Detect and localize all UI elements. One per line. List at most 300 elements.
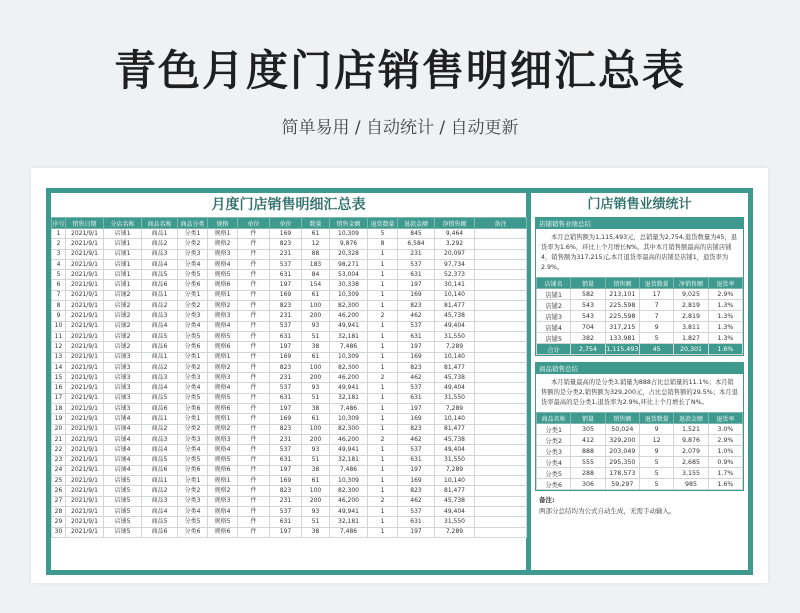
table-cell: 店铺1 bbox=[104, 229, 142, 239]
table-row bbox=[537, 289, 743, 300]
table-row bbox=[52, 321, 527, 331]
table-cell bbox=[475, 270, 527, 280]
table-cell: 2021/9/1 bbox=[66, 476, 104, 486]
table-cell: 商品3 bbox=[142, 311, 178, 321]
table-cell: 商品6 bbox=[142, 342, 178, 352]
table-cell: 店铺3 bbox=[104, 362, 142, 372]
table-cell: 823 bbox=[270, 239, 302, 249]
table-cell: 631 bbox=[270, 517, 302, 527]
table-cell: 213,101 bbox=[605, 289, 639, 300]
table-row bbox=[52, 496, 527, 506]
table-cell: 2021/9/1 bbox=[66, 527, 104, 537]
table-cell: 规格6 bbox=[208, 465, 238, 475]
table-row bbox=[52, 352, 527, 362]
table-cell: 1.6% bbox=[708, 479, 742, 490]
table-cell: 分类2 bbox=[178, 424, 208, 434]
table-cell: 件 bbox=[238, 486, 270, 496]
column-header: 退货率 bbox=[708, 413, 742, 424]
table-cell: 2021/9/1 bbox=[66, 383, 104, 393]
column-header: 单位 bbox=[238, 218, 270, 229]
table-cell: 店铺4 bbox=[104, 455, 142, 465]
table-cell: 823 bbox=[270, 362, 302, 372]
table-cell: 商品2 bbox=[142, 486, 178, 496]
table-row bbox=[537, 424, 743, 435]
table-cell: 分类4 bbox=[178, 383, 208, 393]
table-cell: 178,573 bbox=[605, 468, 639, 479]
table-cell bbox=[475, 290, 527, 300]
table-cell bbox=[475, 404, 527, 414]
table-cell: 9 bbox=[639, 446, 673, 457]
table-cell: 32,181 bbox=[330, 517, 368, 527]
table-cell: 规格4 bbox=[208, 321, 238, 331]
table-cell: 631 bbox=[398, 393, 435, 403]
table-cell: 49,941 bbox=[330, 507, 368, 517]
table-cell: 2021/9/1 bbox=[66, 496, 104, 506]
table-cell: 件 bbox=[238, 290, 270, 300]
table-cell: 823 bbox=[398, 362, 435, 372]
note-label: 备注: bbox=[539, 496, 555, 504]
table-cell: 分类4 bbox=[537, 457, 571, 468]
table-cell: 分类6 bbox=[178, 465, 208, 475]
table-row bbox=[52, 331, 527, 341]
column-header: 销售额 bbox=[605, 278, 639, 289]
column-header: 商品名称 bbox=[537, 413, 571, 424]
table-cell: 2021/9/1 bbox=[66, 424, 104, 434]
table-cell: 商品1 bbox=[142, 476, 178, 486]
table-cell: 件 bbox=[238, 455, 270, 465]
column-header: 商品分类 bbox=[178, 218, 208, 229]
table-cell: 537 bbox=[398, 259, 435, 269]
table-cell: 5 bbox=[639, 333, 673, 344]
table-cell: 888 bbox=[571, 446, 605, 457]
table-cell: 分类3 bbox=[178, 434, 208, 444]
table-cell: 10,309 bbox=[330, 229, 368, 239]
table-cell: 582 bbox=[571, 289, 605, 300]
table-cell: 45,738 bbox=[435, 434, 475, 444]
table-row bbox=[52, 517, 527, 527]
table-cell: 规格5 bbox=[208, 393, 238, 403]
table-cell: 31,550 bbox=[435, 331, 475, 341]
table-row bbox=[52, 311, 527, 321]
table-cell: 10,309 bbox=[330, 352, 368, 362]
table-cell: 1,521 bbox=[674, 424, 708, 435]
table-row bbox=[52, 280, 527, 290]
column-header: 商品名称 bbox=[142, 218, 178, 229]
table-cell bbox=[475, 373, 527, 383]
table-row bbox=[52, 476, 527, 486]
column-header: 分店名称 bbox=[104, 218, 142, 229]
table-cell: 1 bbox=[368, 270, 398, 280]
table-cell: 商品1 bbox=[142, 414, 178, 424]
table-cell: 631 bbox=[270, 331, 302, 341]
column-header: 规格 bbox=[208, 218, 238, 229]
table-row bbox=[52, 445, 527, 455]
table-cell: 631 bbox=[270, 393, 302, 403]
table-row bbox=[52, 424, 527, 434]
table-cell: 1.0% bbox=[708, 446, 742, 457]
table-cell: 169 bbox=[270, 229, 302, 239]
table-cell: 规格2 bbox=[208, 301, 238, 311]
table-cell: 2021/9/1 bbox=[66, 270, 104, 280]
table-cell: 店铺2 bbox=[104, 331, 142, 341]
table-cell: 店铺2 bbox=[104, 311, 142, 321]
table-cell: 件 bbox=[238, 476, 270, 486]
table-cell: 100 bbox=[302, 301, 330, 311]
table-cell: 规格4 bbox=[208, 383, 238, 393]
table-cell: 规格2 bbox=[208, 362, 238, 372]
table-cell: 1 bbox=[368, 404, 398, 414]
table-cell: 1,115,493 bbox=[606, 345, 639, 353]
table-cell: 31,550 bbox=[435, 517, 475, 527]
table-cell: 分类5 bbox=[178, 517, 208, 527]
table-cell: 1.3% bbox=[708, 311, 742, 322]
table-cell: 件 bbox=[238, 321, 270, 331]
table-cell: 店铺1 bbox=[104, 259, 142, 269]
table-cell: 15 bbox=[52, 373, 66, 383]
table-cell: 店铺1 bbox=[104, 249, 142, 259]
table-cell: 462 bbox=[398, 496, 435, 506]
table-cell: 9 bbox=[639, 424, 673, 435]
table-cell: 3,155 bbox=[674, 468, 708, 479]
table-cell: 件 bbox=[238, 393, 270, 403]
table-cell: 店铺4 bbox=[104, 465, 142, 475]
table-cell: 2021/9/1 bbox=[66, 280, 104, 290]
table-cell: 169 bbox=[270, 476, 302, 486]
table-cell: 2021/9/1 bbox=[66, 352, 104, 362]
table-cell: 133,981 bbox=[605, 333, 639, 344]
table-cell: 规格2 bbox=[208, 424, 238, 434]
column-header: 退货数量 bbox=[368, 218, 398, 229]
table-cell: 规格1 bbox=[208, 414, 238, 424]
table-cell: 169 bbox=[270, 352, 302, 362]
table-cell: 分类1 bbox=[537, 424, 571, 435]
table-cell: 2021/9/1 bbox=[66, 342, 104, 352]
table-cell: 商品5 bbox=[142, 517, 178, 527]
table-cell: 3.0% bbox=[708, 424, 742, 435]
table-cell: 823 bbox=[270, 301, 302, 311]
table-cell: 规格4 bbox=[208, 445, 238, 455]
table-cell: 1 bbox=[368, 280, 398, 290]
table-cell bbox=[475, 301, 527, 311]
table-cell: 分类2 bbox=[178, 362, 208, 372]
table-cell: 规格2 bbox=[208, 239, 238, 249]
table-cell: 49,941 bbox=[330, 445, 368, 455]
table-row bbox=[52, 342, 527, 352]
table-cell: 店铺4 bbox=[104, 424, 142, 434]
table-cell: 商品2 bbox=[142, 301, 178, 311]
table-cell: 2,079 bbox=[674, 446, 708, 457]
table-cell: 件 bbox=[238, 311, 270, 321]
table-cell: 2 bbox=[368, 434, 398, 444]
column-header: 单价 bbox=[270, 218, 302, 229]
table-row bbox=[52, 486, 527, 496]
column-header: 退货数量 bbox=[639, 413, 673, 424]
table-cell: 203,049 bbox=[605, 446, 639, 457]
table-cell: 985 bbox=[674, 479, 708, 490]
table-cell: 10,309 bbox=[330, 414, 368, 424]
table-cell: 29 bbox=[52, 517, 66, 527]
table-cell: 3,811 bbox=[674, 322, 708, 333]
table-cell: 537 bbox=[270, 445, 302, 455]
table-cell: 商品5 bbox=[142, 331, 178, 341]
table-cell: 店铺3 bbox=[104, 352, 142, 362]
table-cell: 1 bbox=[368, 383, 398, 393]
table-cell: 537 bbox=[398, 507, 435, 517]
table-cell: 规格6 bbox=[208, 404, 238, 414]
table-cell: 88 bbox=[302, 249, 330, 259]
table-cell: 1 bbox=[368, 259, 398, 269]
table-cell: 197 bbox=[270, 404, 302, 414]
note-section bbox=[531, 491, 748, 521]
table-cell: 2021/9/1 bbox=[66, 259, 104, 269]
table-cell: 412 bbox=[571, 435, 605, 446]
table-cell: 1 bbox=[368, 414, 398, 424]
table-cell: 规格6 bbox=[208, 280, 238, 290]
column-header: 数量 bbox=[302, 218, 330, 229]
table-cell: 631 bbox=[398, 270, 435, 280]
detail-header-row bbox=[52, 218, 527, 229]
table-cell: 51 bbox=[302, 455, 330, 465]
table-cell: 0.9% bbox=[708, 457, 742, 468]
product-summary-header: 商品销售总结 bbox=[536, 363, 743, 374]
table-cell: 32,181 bbox=[330, 455, 368, 465]
table-cell: 704 bbox=[571, 322, 605, 333]
table-cell: 规格6 bbox=[208, 527, 238, 537]
table-cell: 61 bbox=[302, 229, 330, 239]
table-cell: 93 bbox=[302, 507, 330, 517]
table-cell: 3,292 bbox=[435, 239, 475, 249]
table-cell: 12 bbox=[639, 435, 673, 446]
table-cell: 197 bbox=[398, 465, 435, 475]
table-row bbox=[537, 435, 743, 446]
product-summary-box bbox=[535, 362, 744, 491]
column-header: 退款金额 bbox=[398, 218, 435, 229]
table-cell: 61 bbox=[302, 414, 330, 424]
table-row bbox=[52, 414, 527, 424]
table-cell: 631 bbox=[398, 455, 435, 465]
table-cell: 件 bbox=[238, 383, 270, 393]
table-cell: 288 bbox=[571, 468, 605, 479]
table-cell: 49,404 bbox=[435, 321, 475, 331]
table-cell: 2021/9/1 bbox=[66, 290, 104, 300]
table-cell: 分类4 bbox=[178, 259, 208, 269]
table-cell: 店铺4 bbox=[104, 445, 142, 455]
table-cell: 2021/9/1 bbox=[66, 517, 104, 527]
table-cell: 46,200 bbox=[330, 373, 368, 383]
table-cell: 1 bbox=[368, 249, 398, 259]
table-cell: 46,200 bbox=[330, 434, 368, 444]
table-cell: 98,271 bbox=[330, 259, 368, 269]
table-row bbox=[52, 362, 527, 372]
table-cell: 规格4 bbox=[208, 259, 238, 269]
table-cell: 12 bbox=[52, 342, 66, 352]
table-cell: 5 bbox=[368, 229, 398, 239]
table-row bbox=[52, 527, 527, 537]
table-cell: 件 bbox=[238, 342, 270, 352]
table-cell bbox=[475, 383, 527, 393]
table-cell: 2 bbox=[368, 373, 398, 383]
table-cell: 2.9% bbox=[708, 435, 742, 446]
table-cell: 1 bbox=[368, 424, 398, 434]
table-cell: 51 bbox=[302, 393, 330, 403]
table-cell: 19 bbox=[52, 414, 66, 424]
table-cell: 2,754 bbox=[571, 344, 605, 355]
store-summary-table bbox=[536, 277, 743, 355]
table-cell: 件 bbox=[238, 280, 270, 290]
table-cell: 9,464 bbox=[435, 229, 475, 239]
table-cell: 店铺1 bbox=[537, 289, 571, 300]
page-subtitle: 简单易用 / 自动统计 / 自动更新 bbox=[281, 118, 519, 138]
table-cell: 商品6 bbox=[142, 280, 178, 290]
table-cell: 店铺5 bbox=[104, 496, 142, 506]
table-cell: 537 bbox=[270, 321, 302, 331]
table-cell: 分类1 bbox=[178, 476, 208, 486]
table-cell: 25 bbox=[52, 476, 66, 486]
table-cell: 81,477 bbox=[435, 486, 475, 496]
column-header: 净销售额 bbox=[674, 278, 708, 289]
table-cell: 件 bbox=[238, 414, 270, 424]
table-row bbox=[537, 322, 743, 333]
table-cell: 2021/9/1 bbox=[66, 486, 104, 496]
table-cell: 商品3 bbox=[142, 249, 178, 259]
table-row bbox=[52, 465, 527, 475]
table-row bbox=[52, 239, 527, 249]
table-cell: 61 bbox=[302, 352, 330, 362]
table-cell: 分类6 bbox=[537, 479, 571, 490]
table-cell: 100 bbox=[302, 424, 330, 434]
teal-frame bbox=[46, 188, 753, 575]
table-cell: 店铺3 bbox=[104, 404, 142, 414]
table-cell: 52,373 bbox=[435, 270, 475, 280]
table-cell: 7,486 bbox=[330, 527, 368, 537]
table-cell: 1 bbox=[368, 476, 398, 486]
table-cell bbox=[475, 486, 527, 496]
table-cell: 7,486 bbox=[330, 465, 368, 475]
table-cell: 规格4 bbox=[208, 507, 238, 517]
table-cell: 197 bbox=[270, 527, 302, 537]
table-cell: 197 bbox=[398, 342, 435, 352]
note-text: 两部分总结均为公式自动生成，无需手动输入。 bbox=[539, 507, 676, 515]
table-cell: 2 bbox=[368, 496, 398, 506]
table-cell: 38 bbox=[302, 527, 330, 537]
table-cell: 1 bbox=[368, 527, 398, 537]
table-cell: 分类2 bbox=[537, 435, 571, 446]
table-cell: 16 bbox=[52, 383, 66, 393]
table-cell: 45,738 bbox=[435, 311, 475, 321]
table-cell: 20 bbox=[52, 424, 66, 434]
table-cell: 59,297 bbox=[605, 479, 639, 490]
table-row bbox=[52, 301, 527, 311]
table-cell: 169 bbox=[398, 290, 435, 300]
table-cell: 商品4 bbox=[142, 507, 178, 517]
table-cell: 1 bbox=[368, 517, 398, 527]
table-cell: 10,309 bbox=[330, 476, 368, 486]
table-cell: 50,024 bbox=[605, 424, 639, 435]
table-cell: 规格3 bbox=[208, 311, 238, 321]
table-cell: 555 bbox=[571, 457, 605, 468]
table-cell: 93 bbox=[302, 321, 330, 331]
table-cell: 店铺2 bbox=[104, 290, 142, 300]
table-cell: 件 bbox=[238, 517, 270, 527]
table-cell: 1 bbox=[368, 342, 398, 352]
table-cell: 7,289 bbox=[435, 527, 475, 537]
table-cell: 10,140 bbox=[435, 414, 475, 424]
table-cell: 1 bbox=[368, 507, 398, 517]
column-header: 销量 bbox=[571, 278, 605, 289]
table-cell: 537 bbox=[398, 321, 435, 331]
table-cell: 7,289 bbox=[435, 342, 475, 352]
table-cell: 商品4 bbox=[142, 383, 178, 393]
table-cell bbox=[475, 311, 527, 321]
table-cell: 7,289 bbox=[435, 404, 475, 414]
table-cell: 商品4 bbox=[142, 445, 178, 455]
table-cell: 件 bbox=[238, 331, 270, 341]
table-cell: 537 bbox=[398, 445, 435, 455]
table-cell: 631 bbox=[270, 455, 302, 465]
table-cell: 商品2 bbox=[142, 424, 178, 434]
column-header: 退货数量 bbox=[639, 278, 673, 289]
table-cell: 823 bbox=[398, 486, 435, 496]
table-cell: 2021/9/1 bbox=[66, 414, 104, 424]
table-cell: 分类6 bbox=[178, 342, 208, 352]
table-cell: 225,598 bbox=[605, 311, 639, 322]
table-cell: 46,200 bbox=[330, 496, 368, 506]
table-cell: 2,685 bbox=[674, 457, 708, 468]
table-cell: 规格1 bbox=[208, 290, 238, 300]
table-cell: 2021/9/1 bbox=[66, 301, 104, 311]
table-cell: 30,141 bbox=[435, 280, 475, 290]
table-cell: 1 bbox=[368, 455, 398, 465]
table-cell: 100 bbox=[302, 486, 330, 496]
table-row bbox=[52, 373, 527, 383]
table-cell: 169 bbox=[398, 352, 435, 362]
table-cell: 197 bbox=[270, 280, 302, 290]
table-cell: 317,215 bbox=[605, 322, 639, 333]
table-cell: 543 bbox=[571, 300, 605, 311]
table-cell: 154 bbox=[302, 280, 330, 290]
table-cell: 店铺4 bbox=[537, 322, 571, 333]
table-cell: 分类6 bbox=[178, 280, 208, 290]
table-cell: 商品2 bbox=[142, 362, 178, 372]
table-cell: 38 bbox=[302, 465, 330, 475]
table-cell: 1 bbox=[368, 445, 398, 455]
table-cell: 店铺4 bbox=[104, 434, 142, 444]
table-cell: 30 bbox=[52, 527, 66, 537]
table-cell: 537 bbox=[398, 383, 435, 393]
table-cell: 分类3 bbox=[178, 373, 208, 383]
table-cell bbox=[475, 239, 527, 249]
table-cell: 200 bbox=[302, 311, 330, 321]
table-cell: 店铺3 bbox=[537, 311, 571, 322]
table-row bbox=[52, 434, 527, 444]
table-cell: 2 bbox=[368, 311, 398, 321]
table-cell: 分类4 bbox=[178, 321, 208, 331]
table-cell: 规格5 bbox=[208, 455, 238, 465]
table-cell: 462 bbox=[398, 311, 435, 321]
table-cell: 店铺5 bbox=[104, 476, 142, 486]
table-cell: 分类1 bbox=[178, 229, 208, 239]
table-cell: 件 bbox=[238, 434, 270, 444]
table-cell: 81,477 bbox=[435, 424, 475, 434]
table-cell: 规格5 bbox=[208, 517, 238, 527]
table-cell: 商品4 bbox=[142, 259, 178, 269]
table-cell: 231 bbox=[270, 249, 302, 259]
table-cell: 197 bbox=[270, 342, 302, 352]
table-cell: 分类6 bbox=[178, 527, 208, 537]
table-cell: 2021/9/1 bbox=[66, 331, 104, 341]
table-cell: 2021/9/1 bbox=[66, 373, 104, 383]
table-cell: 件 bbox=[238, 259, 270, 269]
